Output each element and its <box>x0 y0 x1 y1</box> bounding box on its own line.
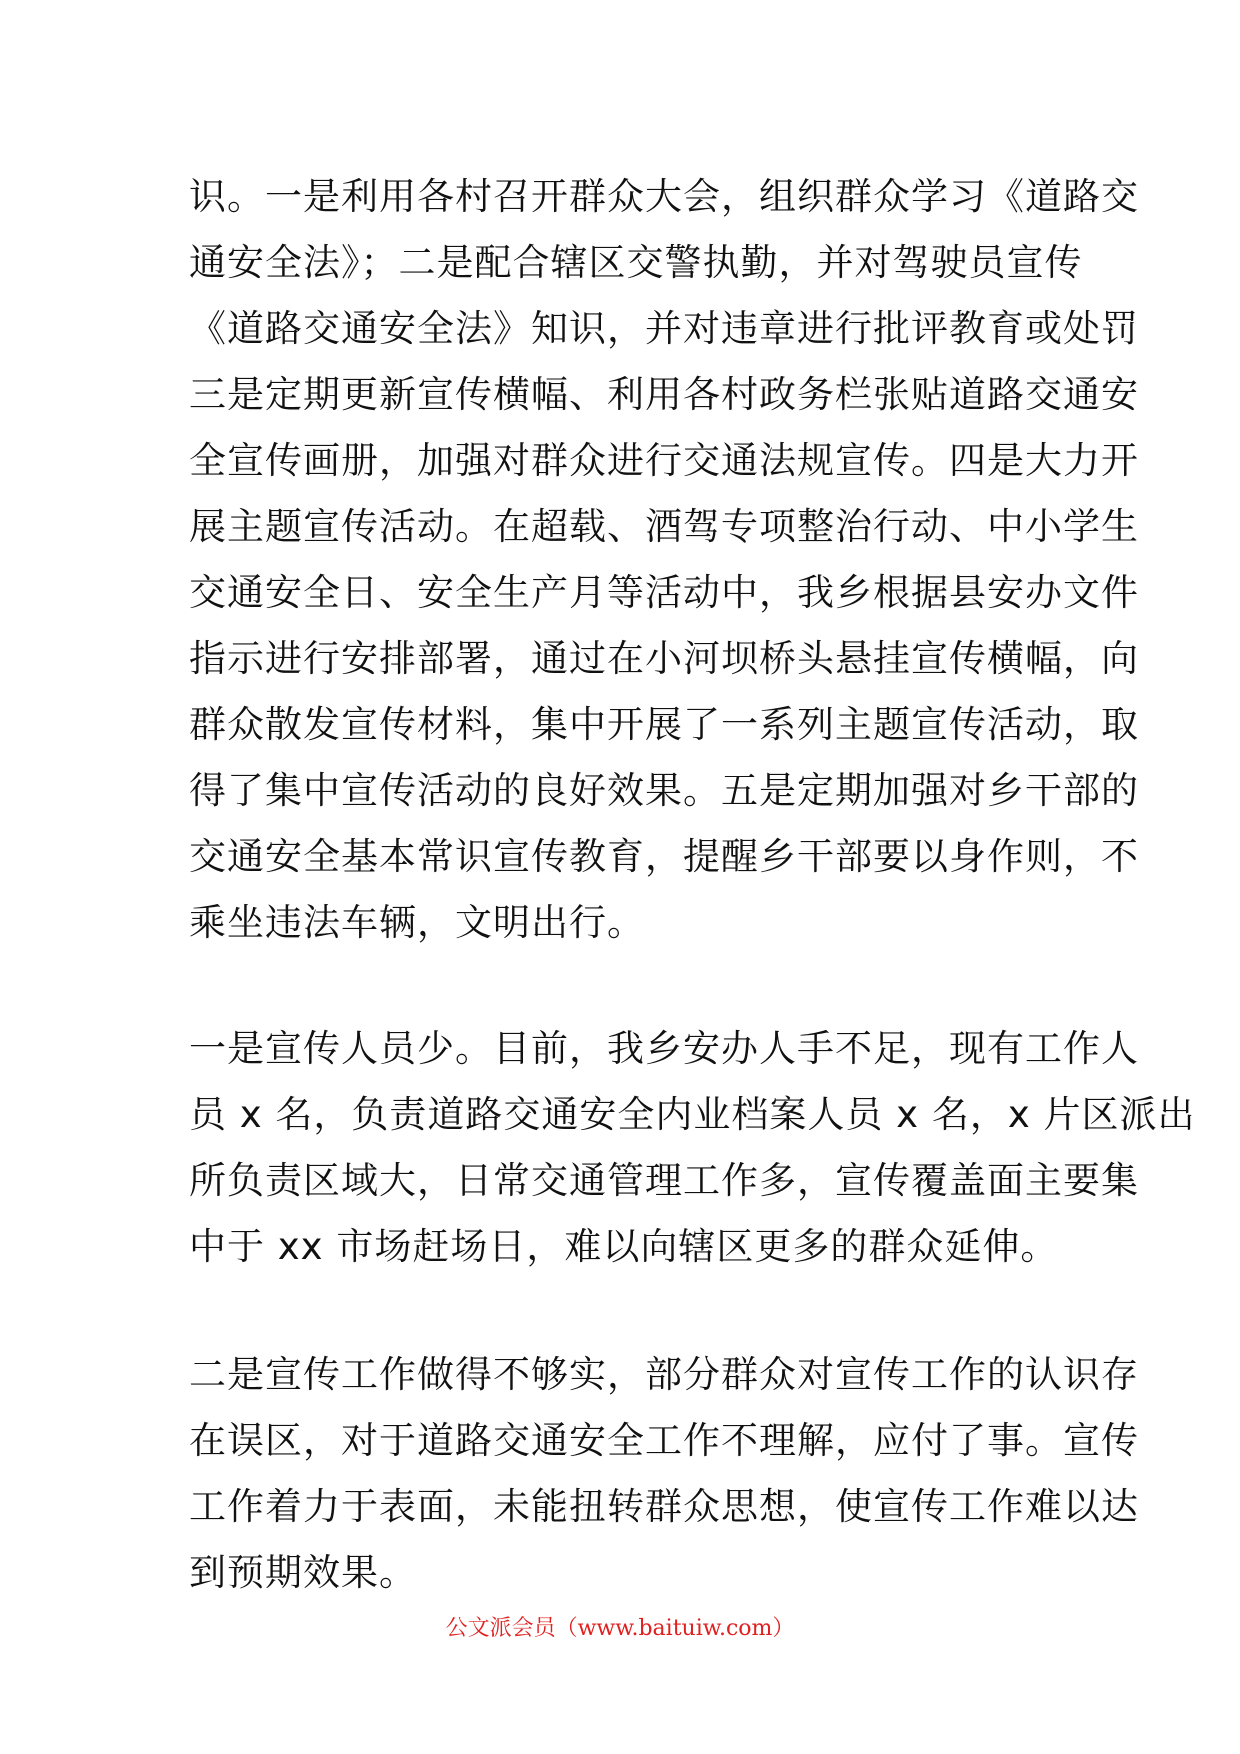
paragraph-line: 所负责区域大，日常交通管理工作多，宣传覆盖面主要集 <box>189 1159 1139 1202</box>
paragraph-line: 乘坐违法车辆，文明出行。 <box>189 901 645 944</box>
paragraph-staff-shortage <box>189 1016 1196 1280</box>
paragraph-line: 通安全法》；二是配合辖区交警执勤，并对驾驶员宣传 <box>189 241 1083 284</box>
paragraph-line: 群众散发宣传材料，集中开展了一系列主题宣传活动，取 <box>189 703 1139 746</box>
paragraph-line: 到预期效果。 <box>189 1551 417 1594</box>
paragraph-line: 员 x 名，负责道路交通安全内业档案人员 x 名，x 片区派出 <box>189 1093 1196 1136</box>
paragraph-publicity-measures <box>189 164 1139 956</box>
paragraph-line: 识。一是利用各村召开群众大会，组织群众学习《道路交 <box>189 175 1139 218</box>
paragraph-line: 在误区，对于道路交通安全工作不理解，应付了事。宣传 <box>189 1419 1139 1462</box>
paragraph-line: 指示进行安排部署，通过在小河坝桥头悬挂宣传横幅，向 <box>189 637 1139 680</box>
paragraph-line: 三是定期更新宣传横幅、利用各村政务栏张贴道路交通安 <box>189 373 1139 416</box>
paragraph-line: 展主题宣传活动。在超载、酒驾专项整治行动、中小学生 <box>189 505 1139 548</box>
paragraph-line: 全宣传画册，加强对群众进行交通法规宣传。四是大力开 <box>189 439 1139 482</box>
paragraph-line: 中于 xx 市场赶场日，难以向辖区更多的群众延伸。 <box>189 1225 1059 1268</box>
paragraph-line: 《道路交通安全法》知识，并对违章进行批评教育或处罚 <box>189 307 1139 350</box>
paragraph-line: 交通安全基本常识宣传教育，提醒乡干部要以身作则，不 <box>189 835 1139 878</box>
footer-watermark: 公文派会员（www.baituiw.com） <box>445 1616 795 1641</box>
paragraph-line: 得了集中宣传活动的良好效果。五是定期加强对乡干部的 <box>189 769 1139 812</box>
paragraph-line: 二是宣传工作做得不够实，部分群众对宣传工作的认识存 <box>189 1353 1139 1396</box>
paragraph-line: 工作着力于表面，未能扭转群众思想，使宣传工作难以达 <box>189 1485 1139 1528</box>
paragraph-line: 一是宣传人员少。目前，我乡安办人手不足，现有工作人 <box>189 1027 1139 1070</box>
paragraph-publicity-shortfall <box>189 1342 1139 1606</box>
paragraph-line: 交通安全日、安全生产月等活动中，我乡根据县安办文件 <box>189 571 1139 614</box>
